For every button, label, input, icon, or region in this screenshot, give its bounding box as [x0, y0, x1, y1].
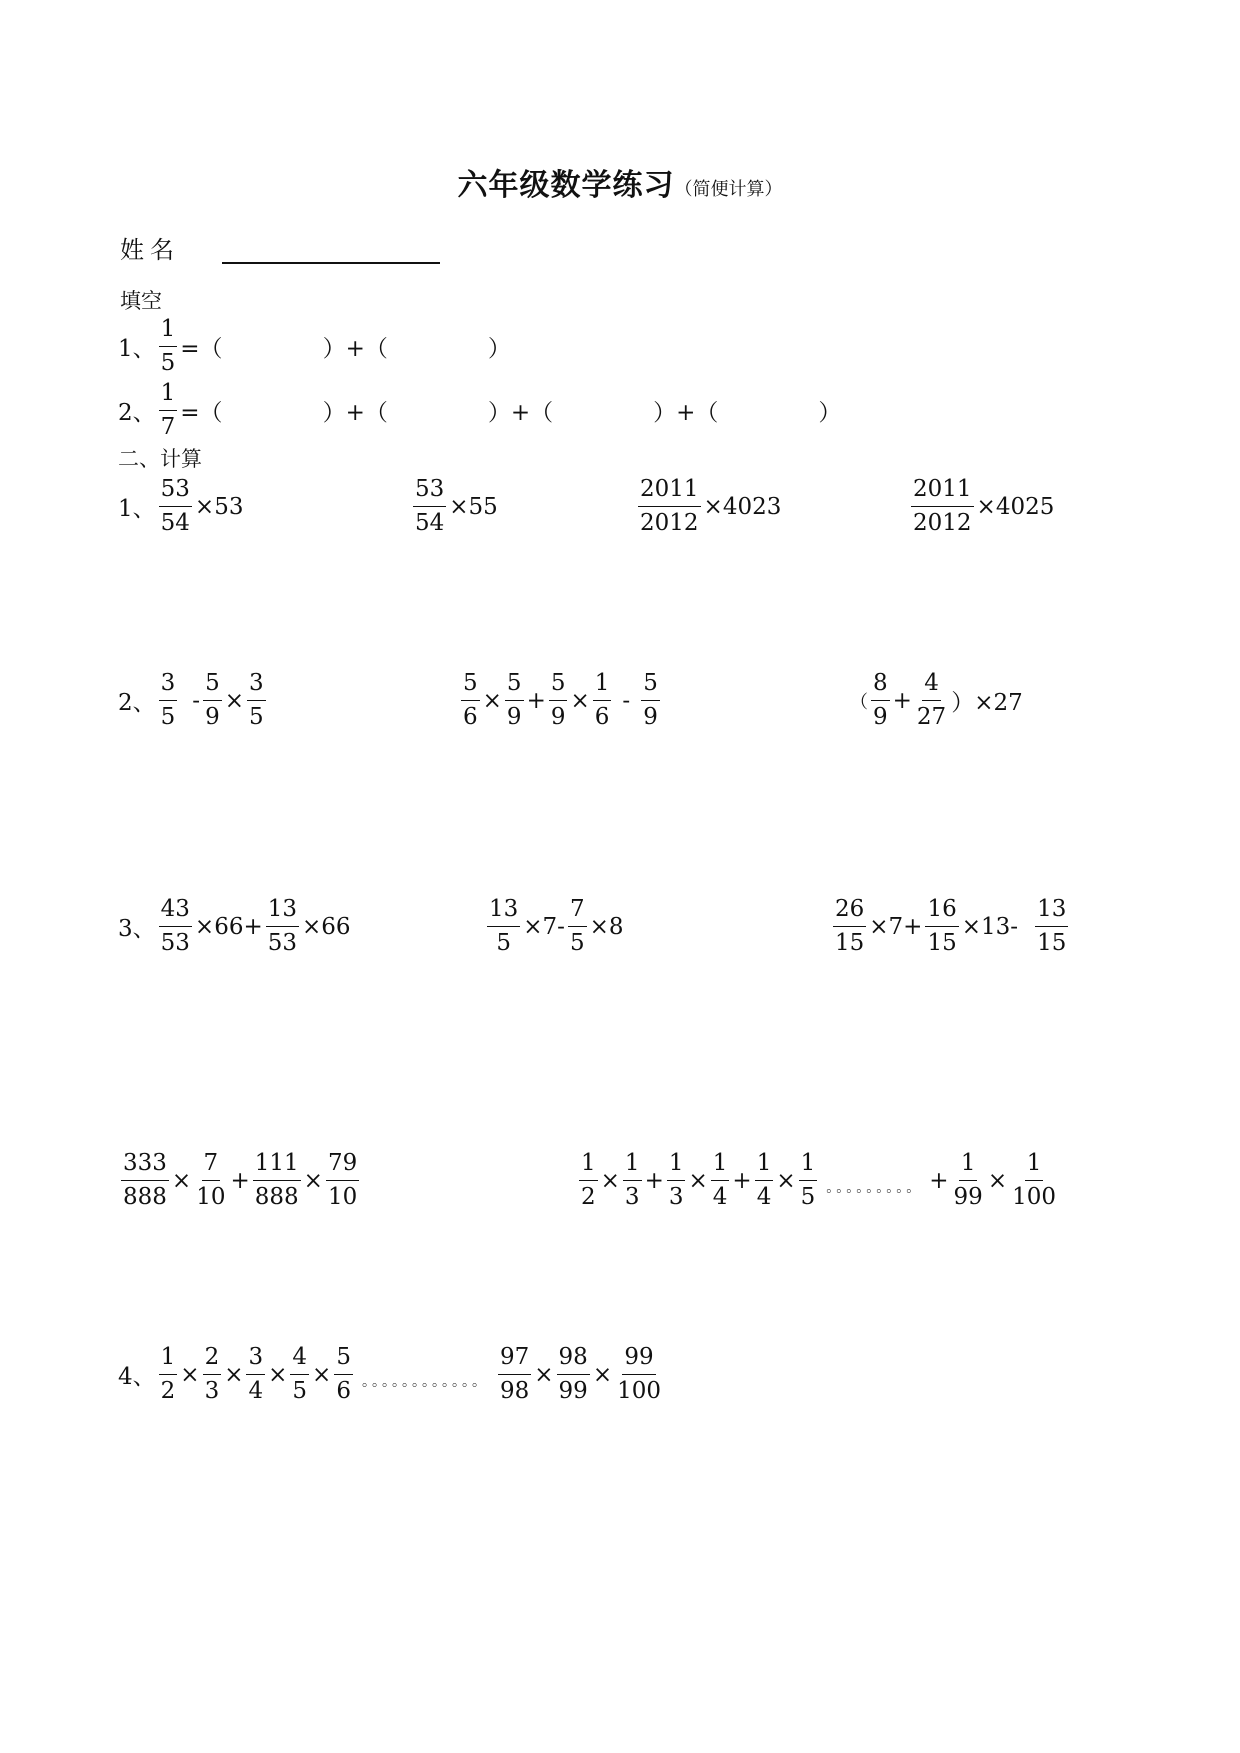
fraction: [593, 672, 612, 729]
fill-question-1: [118, 318, 511, 375]
fraction: [641, 672, 660, 729]
open-paren: （: [850, 691, 868, 713]
numerator: 2011: [638, 478, 701, 507]
numerator: 1: [159, 318, 178, 347]
denominator: 5: [569, 930, 585, 956]
calc-row1-expr-d: [908, 478, 1054, 535]
numerator: 13: [1035, 898, 1068, 927]
denominator: 15: [835, 930, 865, 956]
operator: -: [622, 687, 631, 714]
calc-row4-expr-b: [576, 1152, 1061, 1209]
denominator: 9: [643, 704, 658, 730]
denominator: 98: [499, 1378, 530, 1404]
fraction: [667, 1152, 686, 1209]
numerator: 2011: [911, 478, 974, 507]
numerator: 53: [413, 478, 446, 507]
fraction: [498, 1346, 531, 1403]
numerator: 1: [579, 1152, 598, 1181]
numerator: 5: [461, 672, 480, 701]
calc-row4-expr-a: [118, 1152, 362, 1209]
numerator: 4: [290, 1346, 309, 1375]
numerator: 111: [253, 1152, 301, 1181]
numerator: 1: [711, 1152, 730, 1181]
numerator: 43: [159, 898, 192, 927]
operator: ×8: [589, 913, 624, 940]
calc-row3-expr-c: [830, 898, 1071, 955]
numerator: 97: [498, 1346, 531, 1375]
operator: ×: [180, 1361, 200, 1388]
fraction: [487, 898, 520, 955]
calc-row1-expr-c: [635, 478, 781, 535]
ellipsis-dots: 。。。。。。。。。。。。: [361, 1373, 489, 1390]
fraction: [246, 1346, 265, 1403]
ellipsis-dots: 。。。。。。。。。: [826, 1179, 924, 1196]
denominator: 2: [581, 1184, 596, 1210]
close-paren: ）: [818, 400, 842, 426]
calc-row2-expr-c: [850, 672, 1023, 729]
fraction: [615, 1346, 663, 1403]
operator: ×: [592, 1361, 613, 1388]
denominator: 2012: [640, 510, 699, 536]
denominator: 9: [506, 704, 522, 730]
denominator: 6: [336, 1378, 351, 1404]
operator: ×7-: [523, 913, 565, 940]
numerator: 333: [121, 1152, 169, 1181]
denominator: 10: [327, 1184, 358, 1210]
denominator: 5: [248, 704, 264, 730]
numerator: 1: [593, 672, 612, 701]
denominator: 15: [1037, 930, 1067, 956]
fraction: [952, 1152, 985, 1209]
operator-text: ×55: [449, 493, 498, 520]
denominator: 10: [196, 1184, 226, 1210]
title-text: 六年级数学练习: [457, 168, 675, 203]
fraction: [290, 1346, 309, 1403]
numerator: 5: [203, 672, 222, 701]
denominator: 99: [953, 1184, 983, 1210]
operator: +: [929, 1167, 949, 1194]
operator: ×: [171, 1167, 192, 1194]
fraction: [203, 672, 222, 729]
close-paren: ）: [487, 336, 511, 362]
numerator: 1: [799, 1152, 818, 1181]
denominator: 100: [617, 1378, 661, 1404]
numerator: 98: [557, 1346, 590, 1375]
operator: ×66+: [194, 913, 263, 940]
operator: +: [526, 687, 546, 714]
numerator: 3: [247, 672, 266, 701]
question-number: 1、: [118, 336, 156, 362]
denominator: 5: [160, 704, 176, 730]
denominator: 9: [873, 704, 888, 730]
fraction: [334, 1346, 353, 1403]
numerator: 1: [959, 1152, 978, 1181]
operator: -: [192, 687, 201, 714]
operator-text: ×4023: [703, 493, 782, 520]
denominator: 53: [267, 930, 298, 956]
question-number: 3、: [118, 916, 156, 942]
fraction: [266, 898, 299, 955]
numerator: 5: [549, 672, 568, 701]
calc-row1-expr-b: [410, 478, 498, 535]
fraction: [915, 672, 948, 729]
fraction: [505, 672, 524, 729]
calc-row5-expr-a: [118, 1346, 666, 1403]
page-title: [0, 160, 1240, 204]
denominator: 9: [205, 704, 220, 730]
fraction: [638, 478, 701, 535]
operator-text: ×53: [194, 493, 244, 520]
operator: ×: [312, 1361, 332, 1388]
denominator: 2012: [913, 510, 972, 536]
numerator: 26: [833, 898, 866, 927]
section-fill-heading: 填空: [120, 289, 162, 313]
operator: ×: [534, 1361, 554, 1388]
operator: ×: [224, 1361, 244, 1388]
numerator: 7: [202, 1152, 221, 1181]
operator: ×13-: [961, 913, 1019, 940]
numerator: 1: [159, 1346, 178, 1375]
fraction: [549, 672, 568, 729]
fraction: [159, 478, 192, 535]
fraction: [413, 478, 446, 535]
fraction: [1035, 898, 1068, 955]
denominator: 5: [292, 1378, 308, 1404]
plus-open: ）+（: [487, 400, 554, 426]
numerator: 2: [203, 1346, 222, 1375]
denominator: 2: [160, 1378, 176, 1404]
denominator: 5: [496, 930, 511, 956]
section-calc-heading: 二、计算: [118, 447, 202, 471]
fraction: [579, 1152, 598, 1209]
denominator: 4: [756, 1184, 772, 1210]
denominator: 9: [550, 704, 566, 730]
numerator: 7: [568, 898, 587, 927]
calc-row1-expr-a: [118, 478, 243, 535]
denominator: 7: [160, 414, 176, 440]
operator: ×: [482, 687, 502, 714]
fraction: [247, 672, 266, 729]
denominator: 5: [800, 1184, 816, 1210]
denominator: 27: [916, 704, 947, 730]
fraction: [925, 898, 958, 955]
fraction: [711, 1152, 730, 1209]
fraction: [1010, 1152, 1058, 1209]
fraction: [159, 1346, 178, 1403]
denominator: 6: [594, 704, 610, 730]
name-label: 姓名: [120, 236, 180, 264]
numerator: 99: [622, 1346, 655, 1375]
operator: ×66: [302, 913, 351, 940]
denominator: 888: [123, 1184, 167, 1210]
numerator: 53: [159, 478, 192, 507]
question-number: 1、: [118, 496, 156, 522]
fraction: [755, 1152, 774, 1209]
fraction: [121, 1152, 169, 1209]
numerator: 8: [871, 672, 890, 701]
numerator: 1: [159, 382, 178, 411]
calc-row2-expr-b: [458, 672, 663, 729]
denominator: 54: [160, 510, 190, 536]
fraction: [911, 478, 974, 535]
operator: ×: [688, 1167, 708, 1194]
operator: ×: [776, 1167, 796, 1194]
calc-row3-expr-b: [484, 898, 624, 955]
fraction: [871, 672, 890, 729]
fraction: [799, 1152, 818, 1209]
operator: ×: [987, 1167, 1008, 1194]
numerator: 3: [246, 1346, 265, 1375]
plus-open: ）+（: [653, 400, 719, 426]
denominator: 99: [558, 1378, 588, 1404]
calc-row3-expr-a: [118, 898, 351, 955]
fraction: [159, 672, 178, 729]
denominator: 54: [415, 510, 445, 536]
denominator: 4: [248, 1378, 264, 1404]
fraction: [326, 1152, 359, 1209]
fraction: [159, 318, 178, 375]
numerator: 79: [326, 1152, 359, 1181]
denominator: 4: [712, 1184, 728, 1210]
fraction: [253, 1152, 301, 1209]
plus-open: ）+（: [322, 336, 388, 362]
operator: ×: [600, 1167, 620, 1194]
fraction: [623, 1152, 642, 1209]
fraction: [159, 898, 192, 955]
name-blank-line[interactable]: [222, 262, 440, 264]
numerator: 1: [1025, 1152, 1044, 1181]
question-number: 2、: [118, 690, 156, 716]
operator: +: [644, 1167, 664, 1194]
numerator: 16: [925, 898, 958, 927]
denominator: 3: [204, 1378, 220, 1404]
plus-open: ）+（: [322, 400, 388, 426]
numerator: 1: [755, 1152, 774, 1181]
question-number: 2、: [118, 400, 156, 426]
fraction: [568, 898, 587, 955]
operator: +: [732, 1167, 752, 1194]
numerator: 13: [266, 898, 299, 927]
numerator: 5: [334, 1346, 353, 1375]
title-subtitle: （简便计算）: [674, 179, 783, 200]
question-number: 4、: [118, 1364, 156, 1390]
operator: ×: [224, 687, 244, 714]
denominator: 6: [463, 704, 478, 730]
numerator: 5: [505, 672, 524, 701]
denominator: 888: [254, 1184, 299, 1210]
numerator: 5: [641, 672, 660, 701]
operator: +: [230, 1167, 250, 1194]
numerator: 1: [623, 1152, 642, 1181]
operator: ×7+: [869, 913, 923, 940]
numerator: 1: [667, 1152, 686, 1181]
denominator: 3: [624, 1184, 640, 1210]
operator: +: [892, 687, 912, 714]
numerator: 13: [487, 898, 520, 927]
operator: ×: [570, 687, 590, 714]
operator: ×: [303, 1167, 323, 1194]
fraction: [203, 1346, 222, 1403]
equals-open: =（: [180, 400, 223, 426]
denominator: 100: [1012, 1184, 1056, 1210]
numerator: 3: [159, 672, 178, 701]
fraction: [461, 672, 480, 729]
fraction: [194, 1152, 227, 1209]
fill-question-2: [118, 382, 841, 439]
operator: ×: [268, 1361, 288, 1388]
numerator: 4: [922, 672, 941, 701]
fraction: [557, 1346, 590, 1403]
calc-row2-expr-a: [118, 672, 269, 729]
denominator: 5: [160, 350, 176, 376]
denominator: 3: [668, 1184, 684, 1210]
operator-text: ×4025: [976, 493, 1055, 520]
denominator: 15: [927, 930, 957, 956]
fraction: [159, 382, 178, 439]
close-paren-times: ）×27: [951, 690, 1023, 716]
equals-open: =（: [180, 336, 223, 362]
denominator: 53: [160, 930, 190, 956]
fraction: [833, 898, 866, 955]
